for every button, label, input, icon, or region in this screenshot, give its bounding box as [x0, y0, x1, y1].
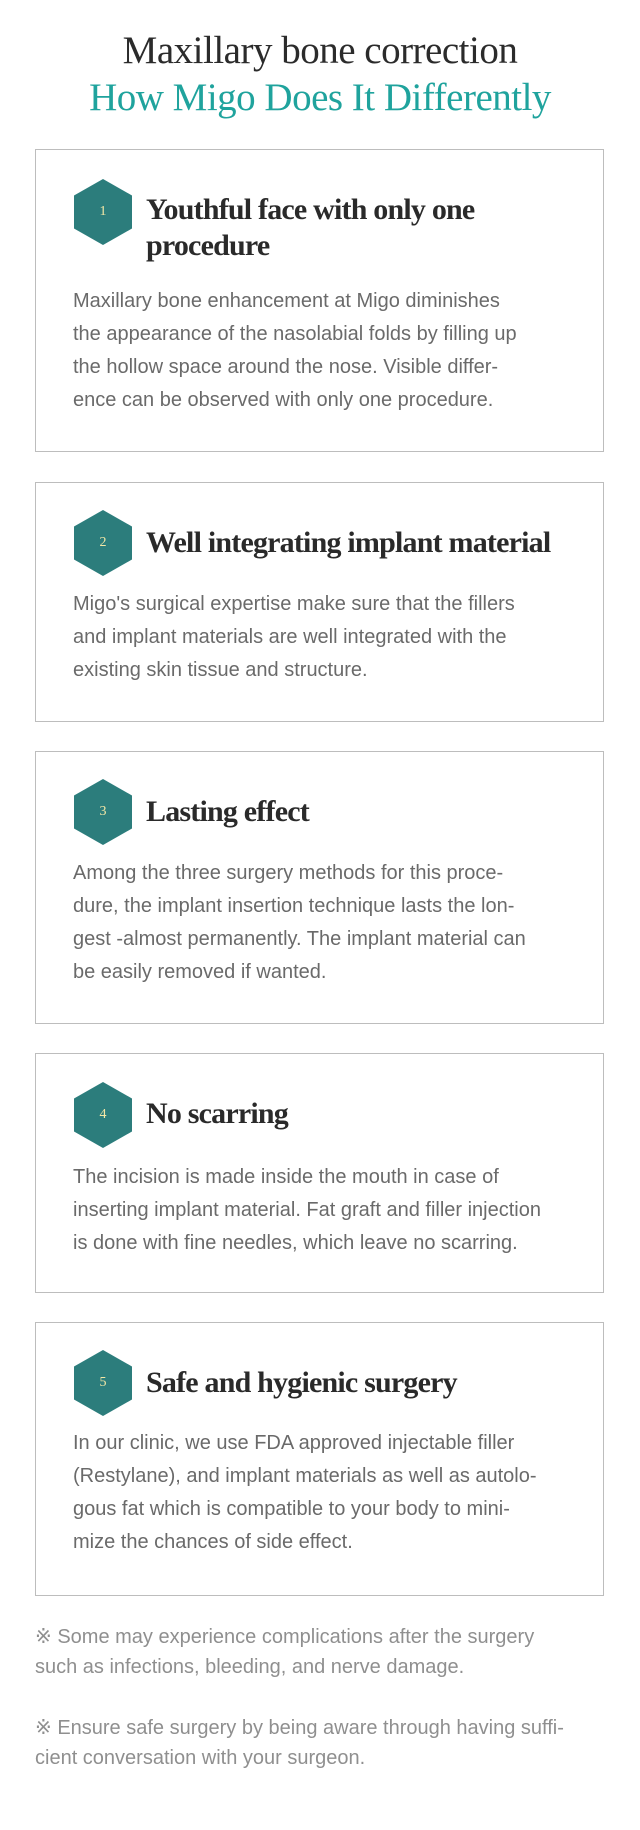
card-title [146, 1365, 583, 1401]
feature-card-5 [35, 1322, 604, 1596]
card-description [73, 588, 573, 687]
card-body-line: be easily removed if wanted. [73, 961, 327, 983]
card-description [73, 857, 573, 989]
hexagon-number-badge-1 [74, 179, 132, 245]
card-number: 1 [99, 204, 107, 219]
note-line: cient conversation with your surgeon. [35, 1747, 366, 1769]
card-body-line: gest -almost permanently. The implant material can [73, 928, 526, 950]
card-description [73, 1427, 573, 1559]
hexagon-number-badge-2 [74, 510, 132, 576]
card-body-line: dure, the implant insertion technique lasts the lon- [73, 895, 515, 917]
feature-card-3 [35, 751, 604, 1024]
card-title-line: Youthful face with only one [146, 193, 475, 226]
feature-card-1 [35, 149, 604, 452]
disclaimer-note-2 [35, 1713, 610, 1773]
card-title [146, 525, 593, 561]
card-description [73, 1161, 573, 1260]
card-body-line: mize the chances of side effect. [73, 1531, 353, 1553]
card-title-line: procedure [146, 229, 270, 262]
hexagon-number-badge-5 [74, 1350, 132, 1416]
card-body-line: Migo's surgical expertise make sure that the fillers [73, 593, 515, 615]
card-description [73, 285, 573, 417]
card-body-line: (Restylane), and implant materials as well as autolo- [73, 1465, 537, 1487]
card-body-line: is done with fine needles, which leave no scarring. [73, 1232, 518, 1254]
card-title [146, 794, 583, 830]
disclaimer-note-1 [35, 1622, 610, 1682]
card-title-line: Safe and hygienic surgery [146, 1366, 457, 1399]
note-line: ※ Ensure safe surgery by being aware through having suffi- [35, 1717, 564, 1739]
card-body-line: ence can be observed with only one procedure. [73, 389, 494, 411]
hexagon-number-badge-3 [74, 779, 132, 845]
card-number: 2 [99, 535, 107, 550]
card-title-line: Lasting effect [146, 795, 309, 828]
card-body-line: Maxillary bone enhancement at Migo diminishes [73, 290, 500, 312]
note-line: such as infections, bleeding, and nerve damage. [35, 1656, 465, 1678]
page-subtitle: How Migo Does It Differently [89, 76, 551, 119]
card-title-line: No scarring [146, 1097, 289, 1130]
card-title [146, 1096, 583, 1132]
card-body-line: the appearance of the nasolabial folds by filling up [73, 323, 517, 345]
card-body-line: In our clinic, we use FDA approved injectable filler [73, 1432, 515, 1454]
card-body-line: The incision is made inside the mouth in case of [73, 1166, 499, 1188]
card-body-line: and implant materials are well integrated with the [73, 626, 507, 648]
page-title: Maxillary bone correction [122, 29, 518, 72]
card-body-line: the hollow space around the nose. Visible differ- [73, 356, 499, 378]
note-line: ※ Some may experience complications after the surgery [35, 1626, 535, 1648]
card-body-line: Among the three surgery methods for this proce- [73, 862, 504, 884]
card-title-line: Well integrating implant material [146, 526, 551, 559]
feature-card-4 [35, 1053, 604, 1293]
hexagon-number-badge-4 [74, 1082, 132, 1148]
card-body-line: gous fat which is compatible to your body to mini- [73, 1498, 510, 1520]
feature-card-2 [35, 482, 604, 722]
card-title [146, 192, 583, 264]
card-body-line: existing skin tissue and structure. [73, 659, 368, 681]
card-number: 3 [99, 804, 107, 819]
card-number: 5 [99, 1375, 107, 1390]
page-header [0, 28, 640, 122]
card-body-line: inserting implant material. Fat graft and filler injection [73, 1199, 541, 1221]
card-number: 4 [99, 1107, 107, 1122]
